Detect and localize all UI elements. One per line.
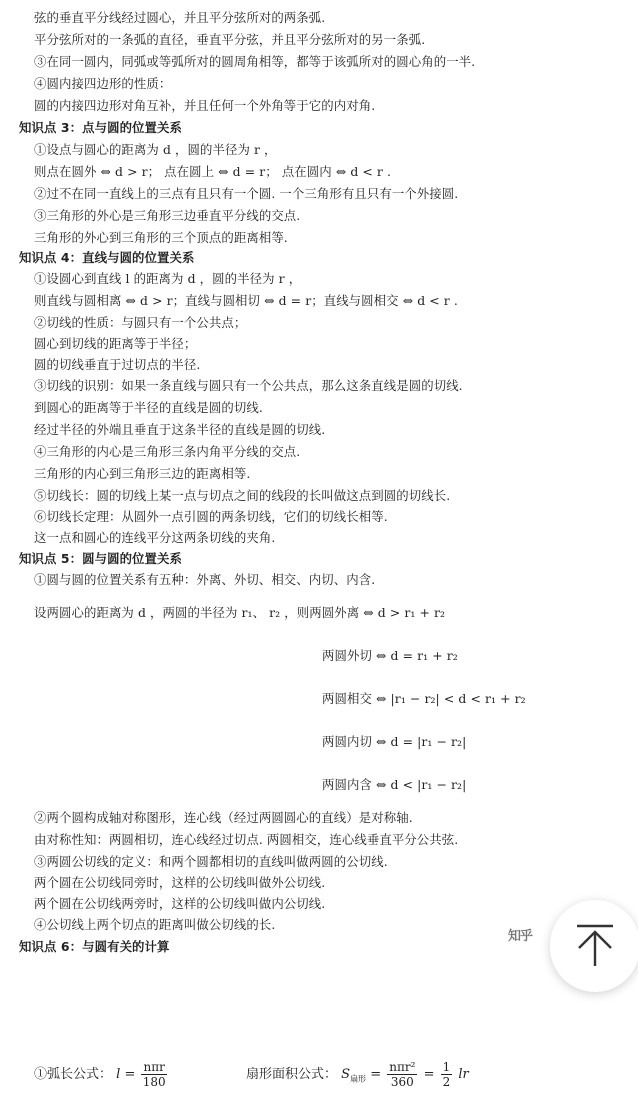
text-line: 圆的内接四边形对角互补，并且任何一个外角等于它的内对角. — [34, 98, 376, 113]
formula-line: 两圆内切 ⇔ d = |r₁ − r₂| — [322, 734, 467, 749]
zhihu-watermark: 知乎 — [508, 929, 533, 944]
text-line: ④三角形的内心是三角形三条内角平分线的交点. — [34, 444, 301, 459]
text-line: ①圆与圆的位置关系有五种：外离、外切、相交、内切、内含. — [34, 572, 376, 587]
formula-line: 两圆外切 ⇔ d = r₁ + r₂ — [322, 648, 458, 663]
text-line: ②过不在同一直线上的三点有且只有一个圆. 一个三角形有且只有一个外接圆. — [34, 186, 459, 201]
text-line: ③两圆公切线的定义：和两个圆都相切的直线叫做两圆的公切线. — [34, 854, 388, 869]
text-line: 两个圆在公切线同旁时，这样的公切线叫做外公切线. — [34, 875, 326, 890]
sector-label: 扇形面积公式： — [246, 1067, 338, 1082]
arc-lhs: l = — [116, 1067, 136, 1082]
text-line: ④圆内接四边形的性质： — [34, 76, 172, 91]
sector-subscript: 扇形 — [350, 1074, 367, 1084]
text-line: ④公切线上两个切点的距离叫做公切线的长. — [34, 917, 276, 932]
text-line: 则直线与圆相离 ⇔ d > r；直线与圆相切 ⇔ d = r；直线与圆相交 ⇔ d < r . — [34, 293, 458, 308]
sector-equals: = — [370, 1067, 382, 1082]
sector-equals-2: = — [423, 1067, 435, 1082]
text-line: 三角形的外心到三角形的三个顶点的距离相等. — [34, 230, 288, 245]
text-line: ②两个圆构成轴对称图形，连心线（经过两圆圆心的直线）是对称轴. — [34, 810, 413, 825]
text-line: 则点在圆外 ⇔ d > r； 点在圆上 ⇔ d = r； 点在圆内 ⇔ d < r . — [34, 164, 392, 179]
text-line: ③切线的识别：如果一条直线与圆只有一个公共点，那么这条直线是圆的切线. — [34, 378, 463, 393]
text-line: 三角形的内心到三角形三边的距离相等. — [34, 466, 251, 481]
sector-tail: lr — [458, 1067, 469, 1082]
text-line: 设两圆心的距离为 d ，两圆的半径为 r₁、 r₂ ，则两圆外离 ⇔ d > r₁ + r₂ — [34, 605, 446, 620]
text-line: 弦的垂直平分线经过圆心，并且平分弦所对的两条弧. — [34, 10, 326, 25]
text-line: ③三角形的外心是三角形三边垂直平分线的交点. — [34, 208, 301, 223]
half-numerator: 1 — [442, 1060, 451, 1074]
sector-denominator: 360 — [390, 1075, 414, 1089]
text-line: 经过半径的外端且垂直于这条半径的直线是圆的切线. — [34, 422, 326, 437]
arc-length-formula — [34, 1060, 169, 1089]
text-line: ②切线的性质：与圆只有一个公共点； — [34, 315, 247, 330]
section-heading: 知识点 6：与圆有关的计算 — [19, 939, 170, 954]
text-line: 圆心到切线的距离等于半径； — [34, 336, 197, 351]
section-heading: 知识点 3：点与圆的位置关系 — [19, 120, 183, 135]
sector-lhs: S — [341, 1067, 351, 1082]
formula-line: 两圆内含 ⇔ d < |r₁ − r₂| — [322, 777, 467, 792]
arc-label: ①弧长公式： — [34, 1067, 113, 1082]
sector-numerator: nπr² — [389, 1060, 416, 1074]
section-heading: 知识点 5：圆与圆的位置关系 — [19, 551, 183, 566]
text-line: ⑤切线长：圆的切线上某一点与切点之间的线段的长叫做这点到圆的切线长. — [34, 488, 451, 503]
text-line: ③在同一圆内，同弧或等弧所对的圆周角相等，都等于该弧所对的圆心角的一半. — [34, 54, 476, 69]
text-line: ⑥切线长定理：从圆外一点引圆的两条切线，它们的切线长相等. — [34, 509, 388, 524]
text-line: ①设圆心到直线 l 的距离为 d ，圆的半径为 r ， — [34, 271, 302, 286]
sector-fraction — [387, 1060, 417, 1089]
text-line: 两个圆在公切线两旁时，这样的公切线叫做内公切线. — [34, 896, 326, 911]
half-fraction — [441, 1060, 453, 1089]
formula-line: 两圆相交 ⇔ |r₁ − r₂| < d < r₁ + r₂ — [322, 691, 526, 706]
arrow-up-icon — [573, 922, 617, 970]
text-line: 这一点和圆心的连线平分这两条切线的夹角. — [34, 530, 276, 545]
text-line: 圆的切线垂直于过切点的半径. — [34, 357, 201, 372]
half-denominator: 2 — [442, 1075, 451, 1089]
back-to-top-button[interactable] — [550, 900, 638, 992]
text-line: 由对称性知：两圆相切，连心线经过切点. 两圆相交，连心线垂直平分公共弦. — [34, 832, 459, 847]
arc-fraction — [141, 1060, 166, 1089]
section-heading: 知识点 4：直线与圆的位置关系 — [19, 250, 195, 265]
text-line: ①设点与圆心的距离为 d ，圆的半径为 r ， — [34, 142, 277, 157]
text-line: 平分弦所对的一条弧的直径，垂直平分弦，并且平分弦所对的另一条弧. — [34, 32, 426, 47]
arc-denominator: 180 — [142, 1075, 166, 1089]
text-line: 到圆心的距离等于半径的直线是圆的切线. — [34, 400, 263, 415]
arc-numerator: nπr — [143, 1060, 165, 1074]
sector-area-formula — [246, 1060, 469, 1091]
